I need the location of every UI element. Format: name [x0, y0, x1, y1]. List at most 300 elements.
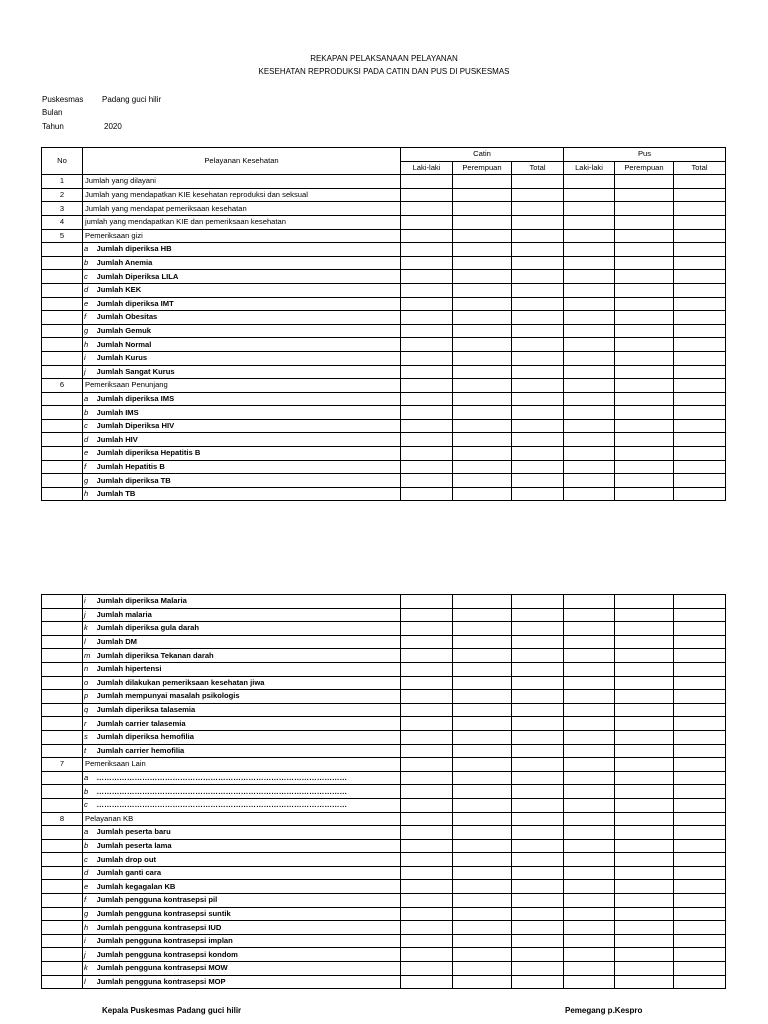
pus-female-cell: [615, 975, 674, 989]
table-row: [42, 297, 726, 311]
catin-female-cell: [453, 921, 512, 935]
catin-total-cell: [512, 229, 564, 243]
pus-male-cell: [564, 215, 615, 229]
catin-total-cell: [512, 487, 564, 501]
pus-male-cell: [564, 812, 615, 826]
catin-total-cell: [512, 406, 564, 420]
row-letter: k: [83, 962, 97, 976]
pus-male-cell: [564, 406, 615, 420]
row-number: [42, 975, 83, 989]
catin-female-cell: [453, 975, 512, 989]
catin-male-cell: [401, 717, 453, 731]
table-row: [42, 243, 726, 257]
pus-female-cell: [615, 662, 674, 676]
pus-female-cell: [615, 880, 674, 894]
pus-male-cell: [564, 934, 615, 948]
row-label: Jumlah IMS: [97, 406, 401, 420]
table-row: [42, 744, 726, 758]
pus-female-cell: [615, 866, 674, 880]
table-row: [42, 283, 726, 297]
catin-female-cell: [453, 270, 512, 284]
row-label: Jumlah diperiksa Tekanan darah: [97, 649, 401, 663]
pus-male-cell: [564, 487, 615, 501]
pus-total-cell: [674, 962, 726, 976]
catin-total-cell: [512, 338, 564, 352]
row-letter: i: [83, 934, 97, 948]
pus-female-cell: [615, 921, 674, 935]
catin-male-cell: [401, 730, 453, 744]
catin-male-cell: [401, 934, 453, 948]
row-label: Pemeriksaan Penunjang: [83, 379, 401, 393]
signature-right: Pemegang p.Kespro: [565, 1006, 643, 1015]
pus-total-cell: [674, 853, 726, 867]
table-row: [42, 853, 726, 867]
catin-male-cell: [401, 608, 453, 622]
table-row: [42, 460, 726, 474]
row-number: [42, 608, 83, 622]
catin-male-cell: [401, 270, 453, 284]
catin-total-cell: [512, 649, 564, 663]
row-label: Jumlah diperiksa TB: [97, 474, 401, 488]
row-number: [42, 256, 83, 270]
catin-male-cell: [401, 826, 453, 840]
row-number: [42, 324, 83, 338]
row-letter: c: [83, 798, 97, 812]
catin-female-cell: [453, 771, 512, 785]
row-label: Jumlah pengguna kontrasepsi IUD: [97, 921, 401, 935]
pus-male-cell: [564, 730, 615, 744]
table-row: [42, 826, 726, 840]
table-row: [42, 202, 726, 216]
row-letter: f: [83, 894, 97, 908]
catin-female-cell: [453, 297, 512, 311]
pus-female-cell: [615, 785, 674, 799]
row-letter: r: [83, 717, 97, 731]
row-label: Jumlah kegagalan KB: [97, 880, 401, 894]
pus-total-cell: [674, 202, 726, 216]
catin-male-cell: [401, 962, 453, 976]
header-pus-female: Perempuan: [615, 161, 674, 175]
table-row: [42, 392, 726, 406]
header-catin-total: Total: [512, 161, 564, 175]
header-pus-male: Laki-laki: [564, 161, 615, 175]
row-label: Jumlah pengguna kontrasepsi suntik: [97, 907, 401, 921]
pus-female-cell: [615, 202, 674, 216]
row-label: Jumlah diperiksa Hepatitis B: [97, 447, 401, 461]
table-row: [42, 839, 726, 853]
row-label: Jumlah peserta baru: [97, 826, 401, 840]
row-label: Jumlah ganti cara: [97, 866, 401, 880]
pus-male-cell: [564, 202, 615, 216]
catin-female-cell: [453, 948, 512, 962]
row-letter: p: [83, 690, 97, 704]
catin-total-cell: [512, 962, 564, 976]
pus-female-cell: [615, 215, 674, 229]
pus-male-cell: [564, 188, 615, 202]
catin-male-cell: [401, 690, 453, 704]
pus-total-cell: [674, 229, 726, 243]
catin-female-cell: [453, 608, 512, 622]
pus-female-cell: [615, 460, 674, 474]
pus-female-cell: [615, 853, 674, 867]
header-catin-female: Perempuan: [453, 161, 512, 175]
row-letter: e: [83, 297, 97, 311]
catin-total-cell: [512, 324, 564, 338]
pus-total-cell: [674, 338, 726, 352]
pus-total-cell: [674, 662, 726, 676]
catin-total-cell: [512, 392, 564, 406]
catin-male-cell: [401, 744, 453, 758]
pus-male-cell: [564, 447, 615, 461]
table-row: [42, 229, 726, 243]
row-letter: q: [83, 703, 97, 717]
table-row: [42, 798, 726, 812]
row-number: [42, 595, 83, 609]
pus-male-cell: [564, 866, 615, 880]
catin-female-cell: [453, 365, 512, 379]
row-letter: j: [83, 608, 97, 622]
pus-male-cell: [564, 758, 615, 772]
catin-total-cell: [512, 839, 564, 853]
catin-total-cell: [512, 934, 564, 948]
row-number: [42, 785, 83, 799]
row-label: ………………………………………………………………………………………: [97, 771, 401, 785]
row-label: Jumlah Diperiksa LILA: [97, 270, 401, 284]
pus-total-cell: [674, 433, 726, 447]
pus-female-cell: [615, 487, 674, 501]
row-letter: h: [83, 921, 97, 935]
table-row: [42, 785, 726, 799]
table-row: [42, 934, 726, 948]
row-number: [42, 406, 83, 420]
catin-male-cell: [401, 433, 453, 447]
title-line-1: REKAPAN PELAKSANAAN PELAYANAN: [310, 54, 458, 63]
pus-female-cell: [615, 406, 674, 420]
row-number: [42, 419, 83, 433]
pus-total-cell: [674, 717, 726, 731]
catin-total-cell: [512, 270, 564, 284]
row-letter: l: [83, 635, 97, 649]
row-number: [42, 433, 83, 447]
catin-male-cell: [401, 676, 453, 690]
pus-total-cell: [674, 608, 726, 622]
pus-female-cell: [615, 175, 674, 189]
catin-female-cell: [453, 622, 512, 636]
catin-male-cell: [401, 379, 453, 393]
row-number: [42, 907, 83, 921]
pus-male-cell: [564, 894, 615, 908]
catin-male-cell: [401, 447, 453, 461]
catin-female-cell: [453, 215, 512, 229]
catin-male-cell: [401, 406, 453, 420]
catin-female-cell: [453, 894, 512, 908]
row-number: [42, 392, 83, 406]
table-row: [42, 270, 726, 284]
pus-total-cell: [674, 826, 726, 840]
pus-female-cell: [615, 744, 674, 758]
pus-female-cell: [615, 379, 674, 393]
row-number: [42, 460, 83, 474]
catin-male-cell: [401, 880, 453, 894]
pus-male-cell: [564, 880, 615, 894]
catin-female-cell: [453, 243, 512, 257]
pus-total-cell: [674, 270, 726, 284]
catin-female-cell: [453, 474, 512, 488]
catin-female-cell: [453, 676, 512, 690]
pus-male-cell: [564, 717, 615, 731]
table-row: [42, 975, 726, 989]
pus-female-cell: [615, 188, 674, 202]
table-row: [42, 649, 726, 663]
catin-total-cell: [512, 297, 564, 311]
catin-total-cell: [512, 717, 564, 731]
pus-male-cell: [564, 392, 615, 406]
catin-male-cell: [401, 975, 453, 989]
row-number: 3: [42, 202, 83, 216]
pus-male-cell: [564, 853, 615, 867]
pus-female-cell: [615, 351, 674, 365]
pus-male-cell: [564, 975, 615, 989]
row-label: Jumlah pengguna kontrasepsi MOW: [97, 962, 401, 976]
pus-female-cell: [615, 812, 674, 826]
pus-female-cell: [615, 595, 674, 609]
catin-male-cell: [401, 202, 453, 216]
catin-total-cell: [512, 419, 564, 433]
catin-male-cell: [401, 229, 453, 243]
header-pus: Pus: [564, 148, 726, 162]
table-row: [42, 921, 726, 935]
table-row: [42, 256, 726, 270]
catin-male-cell: [401, 921, 453, 935]
table-row: [42, 948, 726, 962]
catin-male-cell: [401, 812, 453, 826]
catin-female-cell: [453, 907, 512, 921]
catin-total-cell: [512, 283, 564, 297]
row-letter: b: [83, 256, 97, 270]
catin-male-cell: [401, 894, 453, 908]
catin-female-cell: [453, 649, 512, 663]
catin-male-cell: [401, 460, 453, 474]
catin-female-cell: [453, 758, 512, 772]
catin-female-cell: [453, 785, 512, 799]
row-letter: g: [83, 474, 97, 488]
catin-total-cell: [512, 758, 564, 772]
catin-total-cell: [512, 175, 564, 189]
pus-male-cell: [564, 283, 615, 297]
catin-total-cell: [512, 447, 564, 461]
catin-total-cell: [512, 921, 564, 935]
row-number: [42, 934, 83, 948]
header-no: No: [42, 148, 83, 175]
row-label: Jumlah drop out: [97, 853, 401, 867]
row-label: Jumlah pengguna kontrasepsi kondom: [97, 948, 401, 962]
row-number: [42, 730, 83, 744]
header-catin: Catin: [401, 148, 564, 162]
pus-male-cell: [564, 338, 615, 352]
catin-male-cell: [401, 649, 453, 663]
pus-female-cell: [615, 474, 674, 488]
signature-left: Kepala Puskesmas Padang guci hilir: [102, 1006, 242, 1015]
pus-male-cell: [564, 311, 615, 325]
row-label: Jumlah yang mendapatkan KIE kesehatan reproduksi dan seksual: [83, 188, 401, 202]
pus-female-cell: [615, 297, 674, 311]
catin-male-cell: [401, 758, 453, 772]
pus-female-cell: [615, 948, 674, 962]
catin-total-cell: [512, 460, 564, 474]
catin-male-cell: [401, 948, 453, 962]
row-label: Jumlah Normal: [97, 338, 401, 352]
row-letter: t: [83, 744, 97, 758]
pus-total-cell: [674, 351, 726, 365]
catin-female-cell: [453, 853, 512, 867]
row-label: Jumlah TB: [97, 487, 401, 501]
row-letter: c: [83, 270, 97, 284]
pus-female-cell: [615, 311, 674, 325]
pus-total-cell: [674, 256, 726, 270]
row-label: Jumlah Obesitas: [97, 311, 401, 325]
catin-male-cell: [401, 487, 453, 501]
table-row: [42, 419, 726, 433]
catin-total-cell: [512, 243, 564, 257]
row-number: 8: [42, 812, 83, 826]
catin-total-cell: [512, 771, 564, 785]
catin-female-cell: [453, 202, 512, 216]
catin-total-cell: [512, 188, 564, 202]
table-row: [42, 474, 726, 488]
pus-female-cell: [615, 270, 674, 284]
table-row: [42, 662, 726, 676]
row-number: [42, 744, 83, 758]
row-letter: d: [83, 866, 97, 880]
catin-total-cell: [512, 474, 564, 488]
table-row: [42, 866, 726, 880]
pus-total-cell: [674, 595, 726, 609]
row-letter: b: [83, 406, 97, 420]
row-number: [42, 474, 83, 488]
catin-total-cell: [512, 853, 564, 867]
pus-male-cell: [564, 379, 615, 393]
row-letter: c: [83, 419, 97, 433]
bulan-label: Bulan: [42, 108, 63, 117]
pus-female-cell: [615, 962, 674, 976]
pus-total-cell: [674, 730, 726, 744]
pus-total-cell: [674, 188, 726, 202]
pus-total-cell: [674, 447, 726, 461]
pus-total-cell: [674, 866, 726, 880]
pus-female-cell: [615, 392, 674, 406]
catin-female-cell: [453, 812, 512, 826]
catin-total-cell: [512, 798, 564, 812]
catin-female-cell: [453, 324, 512, 338]
row-letter: a: [83, 243, 97, 257]
catin-female-cell: [453, 880, 512, 894]
table-row: [42, 608, 726, 622]
table-row: [42, 717, 726, 731]
row-number: [42, 921, 83, 935]
row-number: [42, 283, 83, 297]
row-letter: h: [83, 487, 97, 501]
pus-total-cell: [674, 907, 726, 921]
catin-male-cell: [401, 907, 453, 921]
catin-male-cell: [401, 785, 453, 799]
row-letter: m: [83, 649, 97, 663]
row-letter: h: [83, 338, 97, 352]
pus-female-cell: [615, 771, 674, 785]
catin-male-cell: [401, 419, 453, 433]
row-letter: g: [83, 324, 97, 338]
catin-male-cell: [401, 324, 453, 338]
pus-male-cell: [564, 785, 615, 799]
pus-total-cell: [674, 798, 726, 812]
pus-female-cell: [615, 730, 674, 744]
catin-total-cell: [512, 907, 564, 921]
pus-total-cell: [674, 324, 726, 338]
row-number: 1: [42, 175, 83, 189]
row-number: [42, 771, 83, 785]
table-row: [42, 215, 726, 229]
pus-female-cell: [615, 243, 674, 257]
pus-female-cell: [615, 283, 674, 297]
table-row: [42, 188, 726, 202]
catin-female-cell: [453, 934, 512, 948]
catin-female-cell: [453, 406, 512, 420]
row-number: [42, 351, 83, 365]
row-letter: g: [83, 907, 97, 921]
catin-total-cell: [512, 880, 564, 894]
pus-total-cell: [674, 703, 726, 717]
row-label: Jumlah diperiksa IMS: [97, 392, 401, 406]
table-row: [42, 758, 726, 772]
catin-female-cell: [453, 703, 512, 717]
table-row: [42, 365, 726, 379]
row-number: [42, 853, 83, 867]
pus-male-cell: [564, 948, 615, 962]
row-number: 5: [42, 229, 83, 243]
catin-male-cell: [401, 853, 453, 867]
tahun-label: Tahun: [42, 122, 64, 131]
catin-female-cell: [453, 962, 512, 976]
catin-total-cell: [512, 311, 564, 325]
catin-female-cell: [453, 866, 512, 880]
header-service: Pelayanan Kesehatan: [83, 148, 401, 175]
pus-male-cell: [564, 270, 615, 284]
catin-female-cell: [453, 595, 512, 609]
table-row: [42, 447, 726, 461]
pus-female-cell: [615, 338, 674, 352]
pus-female-cell: [615, 649, 674, 663]
row-letter: n: [83, 662, 97, 676]
row-number: [42, 703, 83, 717]
pus-total-cell: [674, 460, 726, 474]
catin-total-cell: [512, 676, 564, 690]
pus-total-cell: [674, 474, 726, 488]
table-row: [42, 311, 726, 325]
pus-total-cell: [674, 365, 726, 379]
catin-female-cell: [453, 379, 512, 393]
catin-male-cell: [401, 188, 453, 202]
row-number: [42, 635, 83, 649]
row-number: [42, 662, 83, 676]
pus-female-cell: [615, 703, 674, 717]
pus-total-cell: [674, 635, 726, 649]
catin-male-cell: [401, 311, 453, 325]
row-number: [42, 880, 83, 894]
catin-male-cell: [401, 839, 453, 853]
table-row: [42, 812, 726, 826]
table-row: [42, 622, 726, 636]
catin-female-cell: [453, 730, 512, 744]
catin-female-cell: [453, 188, 512, 202]
